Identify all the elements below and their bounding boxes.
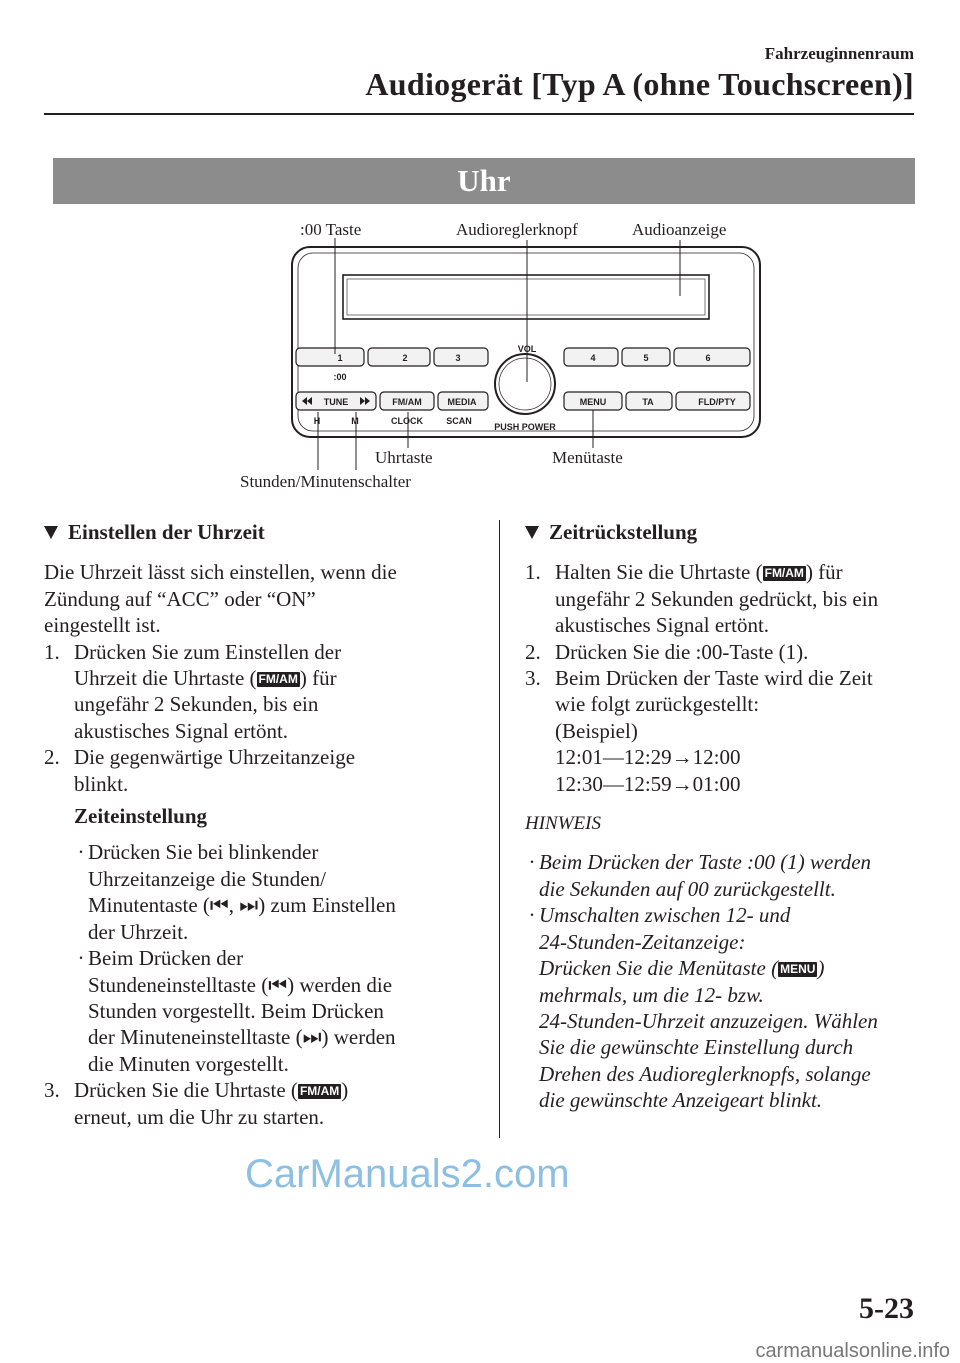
note-1: · Beim Drücken der Taste :00 (1) werden die Sekunden auf 00 zurückgestellt.: [528, 850, 872, 901]
panel-btn-4: 4: [590, 353, 596, 363]
panel-btn-3: 3: [455, 353, 461, 363]
panel-clock: CLOCK: [391, 416, 423, 426]
step-2: 2. Die gegenwärtige Uhrzeitanzeige blinkt.: [44, 745, 356, 796]
triangle-marker-icon: [525, 526, 539, 539]
heading-einstellen: Einstellen der Uhrzeit: [44, 519, 474, 545]
fmam-button-icon: FM/AM: [764, 566, 804, 581]
step-2: 2. Drücken Sie die :00-Taste (1).: [525, 639, 809, 664]
bullet-1: · Drücken Sie bei blinkender Uhrzeitanzeige die Stunden/ Minutentaste (⏮, ⏭) zum Einstellen der Uhrzeit.: [77, 840, 396, 944]
label-stunden-minutenschalter: Stunden/Minutenschalter: [240, 472, 411, 491]
label-menuetaste: Menütaste: [552, 448, 623, 467]
label-audioanzeige: Audioanzeige: [632, 220, 727, 239]
hinweis-label: HINWEIS: [525, 813, 601, 835]
panel-scan: SCAN: [446, 416, 472, 426]
skip-forward-icon: ⏭: [302, 1025, 322, 1050]
panel-menu: MENU: [579, 397, 607, 407]
step-3: 3. Drücken Sie die Uhrtaste ( FM/AM) erneut, um die Uhr zu starten.: [44, 1078, 349, 1129]
panel-ta: TA: [642, 397, 654, 407]
header-section: Fahrzeuginnenraum: [764, 44, 914, 63]
panel-h: H: [313, 416, 321, 426]
step-3: 3. Beim Drücken der Taste wird die Zeit wie folgt zurückgestellt: (Beispiel) 12:01―12:29→12:00 12:30―12:59→01:00: [525, 666, 873, 796]
panel-tune: TUNE: [323, 397, 349, 407]
triangle-marker-icon: [44, 526, 58, 539]
panel-vol: VOL: [517, 344, 537, 354]
skip-forward-icon: ⏭: [239, 893, 259, 918]
intro-line: Die Uhrzeit lässt sich einstellen, wenn die: [44, 560, 397, 585]
sub-heading-zeiteinstellung: Zeiteinstellung: [74, 804, 208, 829]
column-divider: [499, 520, 500, 1138]
step-1: 1. Drücken Sie zum Einstellen der Uhrzeit die Uhrtaste ( FM/AM) für ungefähr 2 Sekunden, bis ein akustisches Signal ertönt.: [44, 639, 342, 743]
panel-btn-5: 5: [643, 353, 649, 363]
step-1: 1. Halten Sie die Uhrtaste ( FM/AM) für ungefähr 2 Sekunden gedrückt, bis ein akustisches Signal ertönt.: [525, 560, 879, 638]
audio-unit-diagram: [0, 0, 960, 520]
label-00-taste: :00 Taste: [300, 220, 362, 239]
note-2: · Umschalten zwischen 12- und 24-Stunden-Zeitanzeige: Drücken Sie die Menütaste ( MENU) mehrmals, um die 12- bzw. 24-Stunden-Uhrzeit anzuzeigen. Wählen Sie die gewünschte Einstellung durch Drehen des Audioreglerknopfs, solange die gewünschte Anzeigeart blinkt.: [528, 903, 878, 1113]
panel-media: MEDIA: [447, 397, 477, 407]
panel-btn-2: 2: [402, 353, 408, 363]
fmam-button-icon: FM/AM: [258, 672, 298, 687]
intro-line: eingestellt ist.: [44, 613, 161, 638]
section-banner: Uhr: [53, 158, 915, 204]
skip-back-icon: ⏮: [268, 972, 288, 997]
fmam-button-icon: FM/AM: [299, 1084, 340, 1099]
menu-button-icon: MENU: [780, 962, 816, 977]
panel-push-power: PUSH POWER: [494, 422, 556, 432]
watermark: CarManuals2.com: [245, 1152, 570, 1196]
panel-m: M: [351, 416, 359, 426]
panel-btn-6: 6: [705, 353, 711, 363]
heading-zeitrueckstellung: Zeitrückstellung: [525, 519, 925, 545]
intro-line: Zündung auf “ACC” oder “ON”: [44, 586, 316, 611]
left-column: [44, 519, 474, 1130]
label-audioreglerknopf: Audioreglerknopf: [456, 220, 578, 239]
panel-sub-00: :00: [333, 372, 347, 382]
page-number: 5-23: [859, 1292, 914, 1325]
label-uhrtaste: Uhrtaste: [375, 448, 433, 467]
panel-btn-1: 1: [337, 353, 343, 363]
footer-source: carmanualsonline.info: [755, 1340, 950, 1362]
bullet-2: · Beim Drücken der Stundeneinstelltaste (⏮) werden die Stunden vorgestellt. Beim Drücken der Minuteneinstelltaste (⏭) werden die Minuten vorgestellt.: [77, 946, 396, 1076]
panel-fmam: FM/AM: [392, 397, 422, 407]
panel-fld: FLD/PTY: [698, 397, 736, 407]
page-title: Audiogerät [Typ A (ohne Touchscreen)]: [365, 66, 914, 102]
skip-back-icon: ⏮: [209, 893, 229, 918]
right-column: [525, 519, 925, 1114]
